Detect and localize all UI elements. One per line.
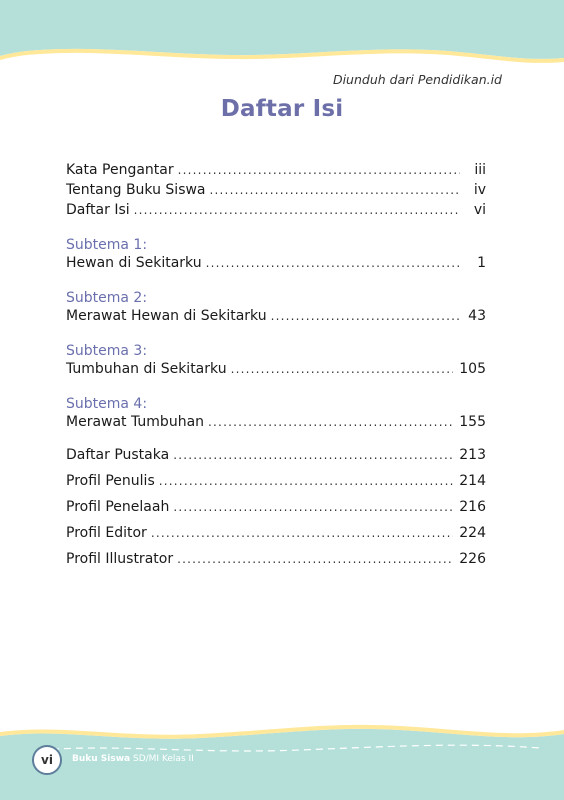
toc-entry-profil-illustrator[interactable] <box>66 551 486 571</box>
toc-entry-subtema-3[interactable] <box>66 361 486 381</box>
toc-entry-label: Kata Pengantar <box>66 162 174 178</box>
subtheme-heading: Subtema 1: <box>66 237 148 253</box>
toc-entry-page: 1 <box>477 255 486 271</box>
toc-entry-label: Profil Penulis <box>66 473 155 489</box>
toc-entry-subtema-4[interactable] <box>66 414 486 434</box>
toc-entry-label: Profil Editor <box>66 525 147 541</box>
toc-entry-label: Profil Penelaah <box>66 499 170 515</box>
dot-leader <box>271 309 460 323</box>
subtheme-heading: Subtema 2: <box>66 290 148 306</box>
top-wave-band <box>0 0 564 70</box>
dot-leader <box>173 448 453 462</box>
toc-entry-page: 224 <box>459 525 486 541</box>
toc-entry-label: Tumbuhan di Sekitarku <box>66 361 227 377</box>
toc-entry-label: Profil Illustrator <box>66 551 174 567</box>
toc-entry-subtema-1[interactable] <box>66 255 486 275</box>
toc-entry-profil-penulis[interactable] <box>66 473 486 493</box>
toc-entry-page: 213 <box>459 447 486 463</box>
dot-leader <box>208 415 453 429</box>
toc-entry-label: Daftar Isi <box>66 202 130 218</box>
toc-entry-subtema-2[interactable] <box>66 308 486 328</box>
toc-entry-tentang-buku-siswa[interactable] <box>66 182 486 202</box>
dot-leader <box>210 183 460 197</box>
toc-entry-page: iii <box>474 162 486 178</box>
source-note: Diunduh dari Pendidikan.id <box>332 72 502 87</box>
toc-entry-page: 226 <box>459 551 486 567</box>
footer-book-title <box>72 754 194 764</box>
dot-leader <box>151 526 453 540</box>
toc-entry-page: iv <box>473 182 486 198</box>
toc-entry-label: Hewan di Sekitarku <box>66 255 202 271</box>
toc-entry-page: 155 <box>459 414 486 430</box>
footer-grade: SD/MI Kelas II <box>132 754 194 764</box>
toc-entry-page: 214 <box>459 473 486 489</box>
dot-leader <box>231 362 454 376</box>
toc-entry-label: Daftar Pustaka <box>66 447 170 463</box>
dot-leader <box>159 474 454 488</box>
toc-entry-label: Merawat Tumbuhan <box>66 414 205 430</box>
toc-entry-daftar-pustaka[interactable] <box>66 447 486 467</box>
dot-leader <box>134 203 460 217</box>
toc-entry-page: 43 <box>468 308 486 324</box>
toc-entry-kata-pengantar[interactable] <box>66 162 486 182</box>
dot-leader <box>206 256 460 270</box>
toc-entry-page: 105 <box>459 361 486 377</box>
page-title: Daftar Isi <box>220 96 344 122</box>
dot-leader <box>177 552 453 566</box>
subtheme-heading: Subtema 3: <box>66 343 148 359</box>
toc-entry-label: Merawat Hewan di Sekitarku <box>66 308 267 324</box>
toc-entry-label: Tentang Buku Siswa <box>66 182 206 198</box>
dot-leader <box>178 163 460 177</box>
toc-entry-page: vi <box>473 202 486 218</box>
toc-entry-page: 216 <box>459 499 486 515</box>
dot-leader <box>173 500 453 514</box>
table-of-contents <box>66 162 486 571</box>
toc-entry-profil-editor[interactable] <box>66 525 486 545</box>
toc-entry-daftar-isi[interactable] <box>66 202 486 222</box>
footer-book-name: Buku Siswa <box>72 754 131 764</box>
subtheme-heading: Subtema 4: <box>66 396 148 412</box>
toc-entry-profil-penelaah[interactable] <box>66 499 486 519</box>
page-number-badge: vi <box>32 745 62 775</box>
